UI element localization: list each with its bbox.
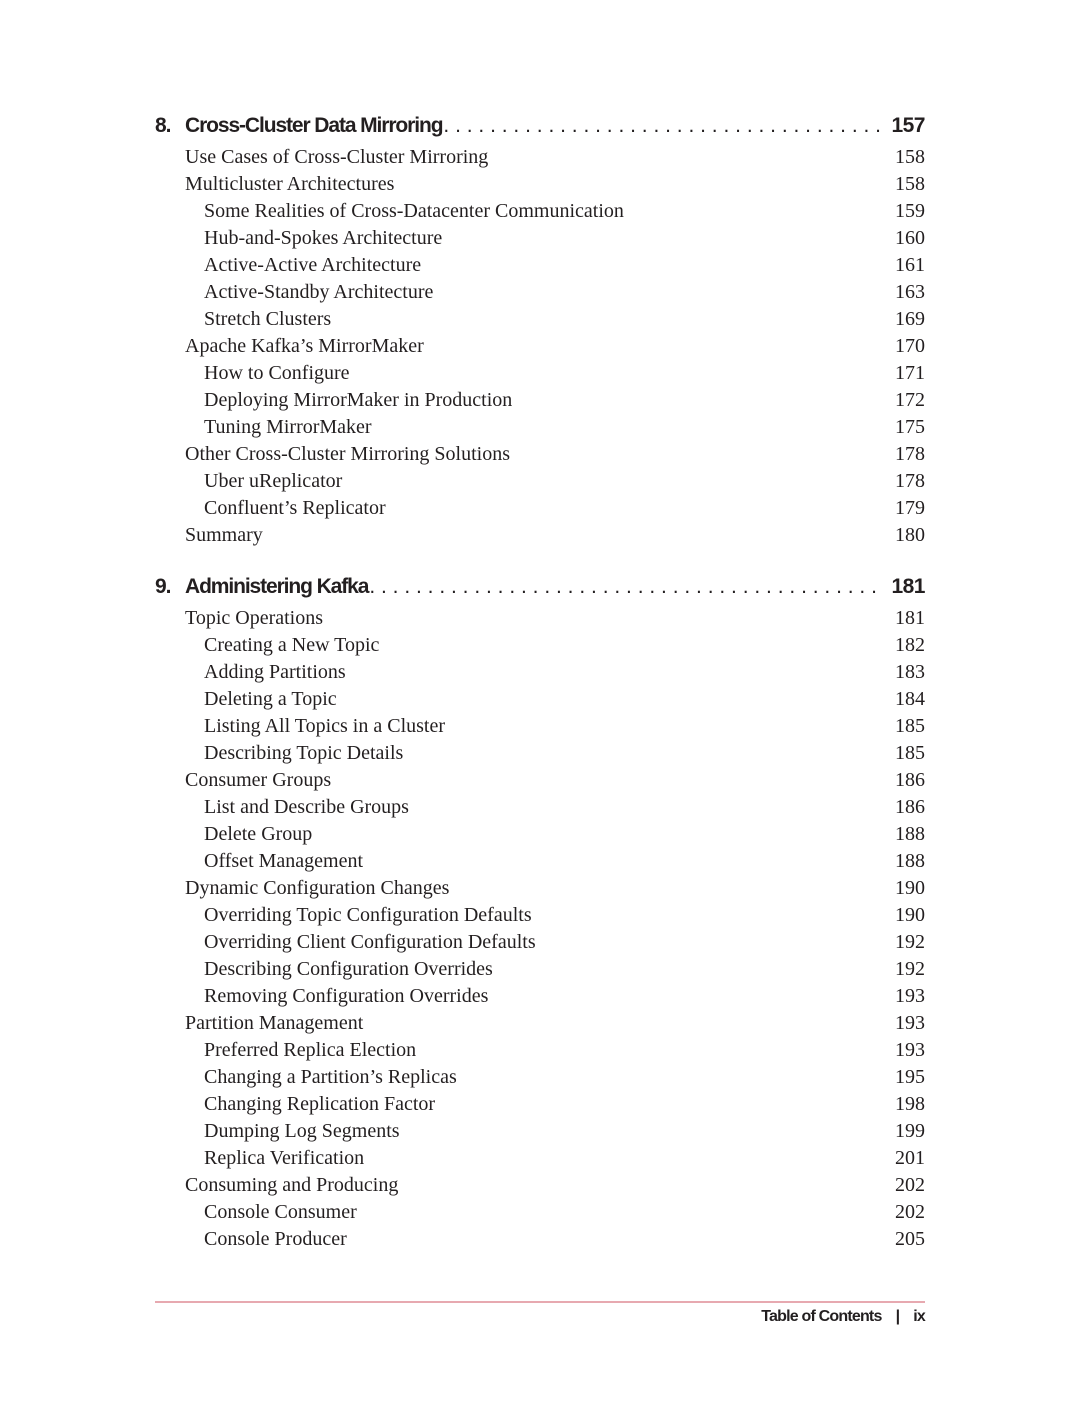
entry-page-number: 190 — [895, 877, 925, 899]
entry-page-number: 192 — [895, 931, 925, 953]
entry-page-number: 178 — [895, 443, 925, 465]
footer-rule — [155, 1301, 925, 1303]
entry-title: Deploying MirrorMaker in Production — [204, 389, 513, 411]
entry-page-number: 202 — [895, 1201, 925, 1223]
chapter-number: 9. — [155, 575, 171, 598]
toc-entry — [155, 794, 925, 821]
entry-title: Active-Standby Architecture — [204, 281, 434, 303]
toc-entry — [155, 767, 925, 794]
entry-title: Summary — [185, 524, 263, 546]
entry-title: Changing a Partition’s Replicas — [204, 1066, 457, 1088]
entry-title: Confluent’s Replicator — [204, 497, 386, 519]
chapter-heading — [155, 575, 925, 605]
entry-title: Apache Kafka’s MirrorMaker — [185, 335, 424, 357]
entry-page-number: 186 — [895, 796, 925, 818]
chapter-page-number: 181 — [891, 575, 925, 598]
toc-entry — [155, 740, 925, 767]
toc-entry — [155, 225, 925, 252]
chapter-heading — [155, 114, 925, 144]
entry-page-number: 184 — [895, 688, 925, 710]
toc-entry — [155, 279, 925, 306]
toc-entry — [155, 1091, 925, 1118]
chapter-title: Cross-Cluster Data Mirroring — [185, 114, 443, 137]
entry-title: Console Consumer — [204, 1201, 357, 1223]
entry-title: Listing All Topics in a Cluster — [204, 715, 446, 737]
entry-page-number: 188 — [895, 823, 925, 845]
entry-title: Dynamic Configuration Changes — [185, 877, 450, 899]
toc-entry — [155, 171, 925, 198]
entry-page-number: 175 — [895, 416, 925, 438]
entry-title: Offset Management — [204, 850, 364, 872]
entry-page-number: 198 — [895, 1093, 925, 1115]
entry-page-number: 170 — [895, 335, 925, 357]
toc-entry — [155, 387, 925, 414]
table-of-contents — [155, 114, 925, 1279]
toc-entry — [155, 1010, 925, 1037]
entry-page-number: 183 — [895, 661, 925, 683]
entry-title: Overriding Client Configuration Defaults — [204, 931, 536, 953]
entry-page-number: 160 — [895, 227, 925, 249]
toc-entry — [155, 605, 925, 632]
entry-title: Dumping Log Segments — [204, 1120, 400, 1142]
entry-title: Consumer Groups — [185, 769, 332, 791]
footer-section-title: Table of Contents — [761, 1308, 882, 1325]
toc-entry — [155, 144, 925, 171]
entry-title: List and Describe Groups — [204, 796, 409, 818]
toc-entry — [155, 902, 925, 929]
entry-page-number: 193 — [895, 1039, 925, 1061]
entry-title: Deleting a Topic — [204, 688, 337, 710]
entry-title: Hub-and-Spokes Architecture — [204, 227, 443, 249]
entry-title: Replica Verification — [204, 1147, 365, 1169]
toc-entry — [155, 1064, 925, 1091]
entry-page-number: 158 — [895, 146, 925, 168]
entry-page-number: 188 — [895, 850, 925, 872]
chapter-page-number: 157 — [891, 114, 925, 137]
entry-page-number: 192 — [895, 958, 925, 980]
entry-page-number: 193 — [895, 1012, 925, 1034]
toc-entry — [155, 632, 925, 659]
toc-entry — [155, 360, 925, 387]
entry-title: Preferred Replica Election — [204, 1039, 417, 1061]
toc-entry — [155, 1199, 925, 1226]
entry-page-number: 186 — [895, 769, 925, 791]
entry-title: Topic Operations — [185, 607, 324, 629]
toc-entry — [155, 468, 925, 495]
entry-page-number: 178 — [895, 470, 925, 492]
entry-title: Use Cases of Cross-Cluster Mirroring — [185, 146, 489, 168]
entry-page-number: 159 — [895, 200, 925, 222]
toc-entry — [155, 659, 925, 686]
toc-entry — [155, 522, 925, 549]
toc-entry — [155, 252, 925, 279]
toc-entry — [155, 929, 925, 956]
toc-entry — [155, 333, 925, 360]
entry-title: Removing Configuration Overrides — [204, 985, 489, 1007]
entry-page-number: 193 — [895, 985, 925, 1007]
toc-entry — [155, 1172, 925, 1199]
toc-entry — [155, 414, 925, 441]
entry-title: Consuming and Producing — [185, 1174, 399, 1196]
entry-page-number: 181 — [895, 607, 925, 629]
entry-title: Creating a New Topic — [204, 634, 380, 656]
entry-title: Delete Group — [204, 823, 313, 845]
toc-entry — [155, 1118, 925, 1145]
entry-page-number: 179 — [895, 497, 925, 519]
chapter-title: Administering Kafka — [185, 575, 369, 598]
entry-title: Active-Active Architecture — [204, 254, 422, 276]
entry-page-number: 161 — [895, 254, 925, 276]
entry-page-number: 163 — [895, 281, 925, 303]
entry-title: Console Producer — [204, 1228, 347, 1250]
entry-title: Stretch Clusters — [204, 308, 332, 330]
toc-entry — [155, 198, 925, 225]
entry-title: Uber uReplicator — [204, 470, 343, 492]
entry-page-number: 185 — [895, 742, 925, 764]
entry-title: Adding Partitions — [204, 661, 346, 683]
entry-page-number: 205 — [895, 1228, 925, 1250]
toc-entry — [155, 821, 925, 848]
entry-title: Other Cross-Cluster Mirroring Solutions — [185, 443, 510, 465]
toc-entry — [155, 306, 925, 333]
toc-entry — [155, 875, 925, 902]
entry-title: Some Realities of Cross-Datacenter Communication — [204, 200, 624, 222]
entry-page-number: 201 — [895, 1147, 925, 1169]
toc-entry — [155, 956, 925, 983]
entry-page-number: 190 — [895, 904, 925, 926]
entry-title: Multicluster Architectures — [185, 173, 395, 195]
toc-entry — [155, 1037, 925, 1064]
entry-page-number: 202 — [895, 1174, 925, 1196]
dot-leader — [443, 114, 883, 138]
entry-title: Tuning MirrorMaker — [204, 416, 372, 438]
entry-page-number: 182 — [895, 634, 925, 656]
toc-entry — [155, 848, 925, 875]
entry-page-number: 171 — [895, 362, 925, 384]
toc-entry — [155, 1145, 925, 1172]
toc-entry — [155, 495, 925, 522]
footer-page-number: ix — [913, 1308, 925, 1325]
entry-page-number: 199 — [895, 1120, 925, 1142]
entry-page-number: 169 — [895, 308, 925, 330]
entry-page-number: 180 — [895, 524, 925, 546]
entry-page-number: 185 — [895, 715, 925, 737]
entry-title: Describing Configuration Overrides — [204, 958, 493, 980]
toc-entry — [155, 713, 925, 740]
entry-page-number: 158 — [895, 173, 925, 195]
entry-page-number: 172 — [895, 389, 925, 411]
entry-title: Changing Replication Factor — [204, 1093, 436, 1115]
chapter-section — [155, 114, 925, 549]
entry-page-number: 195 — [895, 1066, 925, 1088]
entry-title: Partition Management — [185, 1012, 364, 1034]
dot-leader — [369, 575, 883, 599]
entry-title: Overriding Topic Configuration Defaults — [204, 904, 532, 926]
toc-entry — [155, 441, 925, 468]
entry-title: How to Configure — [204, 362, 350, 384]
toc-entry — [155, 1226, 925, 1253]
chapter-number: 8. — [155, 114, 171, 137]
entry-title: Describing Topic Details — [204, 742, 404, 764]
page-footer — [761, 1308, 925, 1326]
toc-entry — [155, 983, 925, 1010]
chapter-section — [155, 575, 925, 1253]
toc-entry — [155, 686, 925, 713]
footer-separator: | — [895, 1308, 900, 1325]
